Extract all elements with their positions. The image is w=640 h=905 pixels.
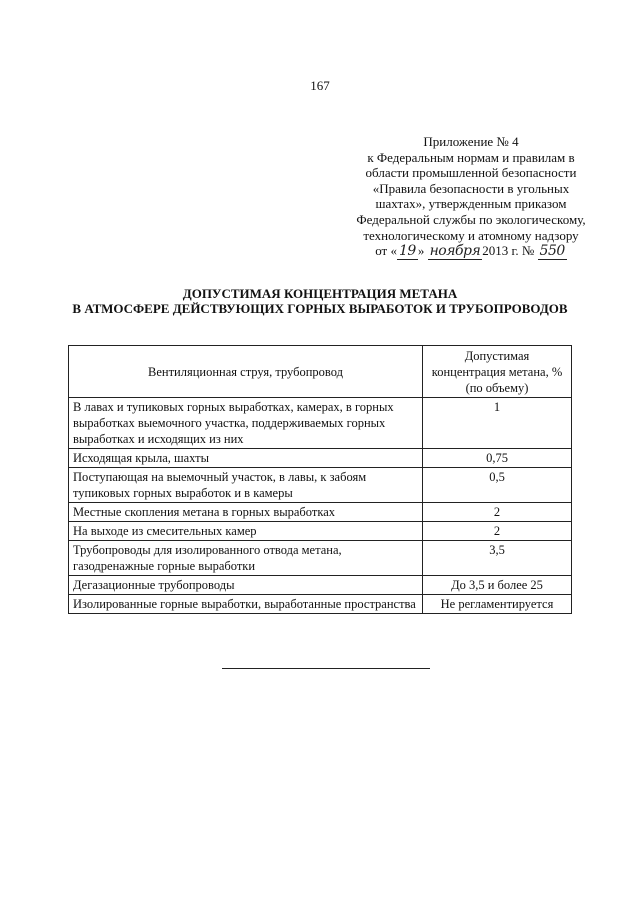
row-name: Трубопроводы для изолированного отвода метана, газодренажные горные выработки — [69, 541, 423, 576]
row-name: Поступающая на выемочный участок, в лавы, к забоям тупиковых горных выработок и в камеры — [69, 468, 423, 503]
row-name: В лавах и тупиковых горных выработках, камерах, в горных выработках выемочного участка, поддерживаемых горных выработках и исходящих из них — [69, 398, 423, 449]
table-row — [69, 398, 572, 449]
order-year: 2013 г. № — [482, 243, 535, 259]
document-title — [0, 286, 640, 316]
row-name: На выходе из смесительных камер — [69, 522, 423, 541]
table-header-row — [69, 346, 572, 398]
order-month-handwritten: ноября — [429, 243, 481, 260]
appendix-line: к Федеральным нормам и правилам в — [367, 149, 575, 165]
order-number-handwritten: 550 — [539, 243, 565, 260]
end-rule — [222, 668, 430, 669]
table-row — [69, 449, 572, 468]
row-name: Местные скопления метана в горных выработках — [69, 503, 423, 522]
table-row — [69, 595, 572, 614]
row-value: 2 — [423, 503, 572, 522]
appendix-line: Федеральной службы по экологическому, — [356, 211, 586, 227]
row-name: Дегазационные трубопроводы — [69, 576, 423, 595]
header-ventilation: Вентиляционная струя, трубопровод — [69, 346, 423, 398]
appendix-line: шахтах», утвержденным приказом — [375, 196, 567, 212]
appendix-line: технологическому и атомному надзору — [363, 227, 579, 243]
row-value: До 3,5 и более 25 — [423, 576, 572, 595]
methane-concentration-table — [68, 345, 572, 614]
table-row — [69, 541, 572, 576]
row-name: Изолированные горные выработки, выработанные пространства — [69, 595, 423, 614]
table-row — [69, 503, 572, 522]
order-day-handwritten: 19 — [398, 243, 416, 260]
row-name: Исходящая крыла, шахты — [69, 449, 423, 468]
order-prefix: от « — [375, 243, 397, 259]
title-line-2: В АТМОСФЕРЕ ДЕЙСТВУЮЩИХ ГОРНЫХ ВЫРАБОТОК И ТРУБОПРОВОДОВ — [72, 301, 568, 316]
title-line-1: ДОПУСТИМАЯ КОНЦЕНТРАЦИЯ МЕТАНА — [182, 286, 458, 301]
header-concentration: Допустимая концентрация метана, % (по объему) — [423, 346, 572, 398]
row-value: Не регламентируется — [423, 595, 572, 614]
page-number: 167 — [310, 78, 330, 93]
appendix-line: Приложение № 4 — [423, 134, 519, 149]
order-date-line — [356, 243, 586, 260]
row-value: 0,5 — [423, 468, 572, 503]
row-value: 1 — [423, 398, 572, 449]
table-row — [69, 522, 572, 541]
row-value: 0,75 — [423, 449, 572, 468]
appendix-block — [356, 134, 586, 260]
order-quote: » — [417, 243, 425, 259]
table-row — [69, 468, 572, 503]
appendix-line: области промышленной безопасности — [365, 165, 577, 181]
row-value: 2 — [423, 522, 572, 541]
appendix-line: «Правила безопасности в угольных — [372, 180, 570, 196]
table-row — [69, 576, 572, 595]
row-value: 3,5 — [423, 541, 572, 576]
